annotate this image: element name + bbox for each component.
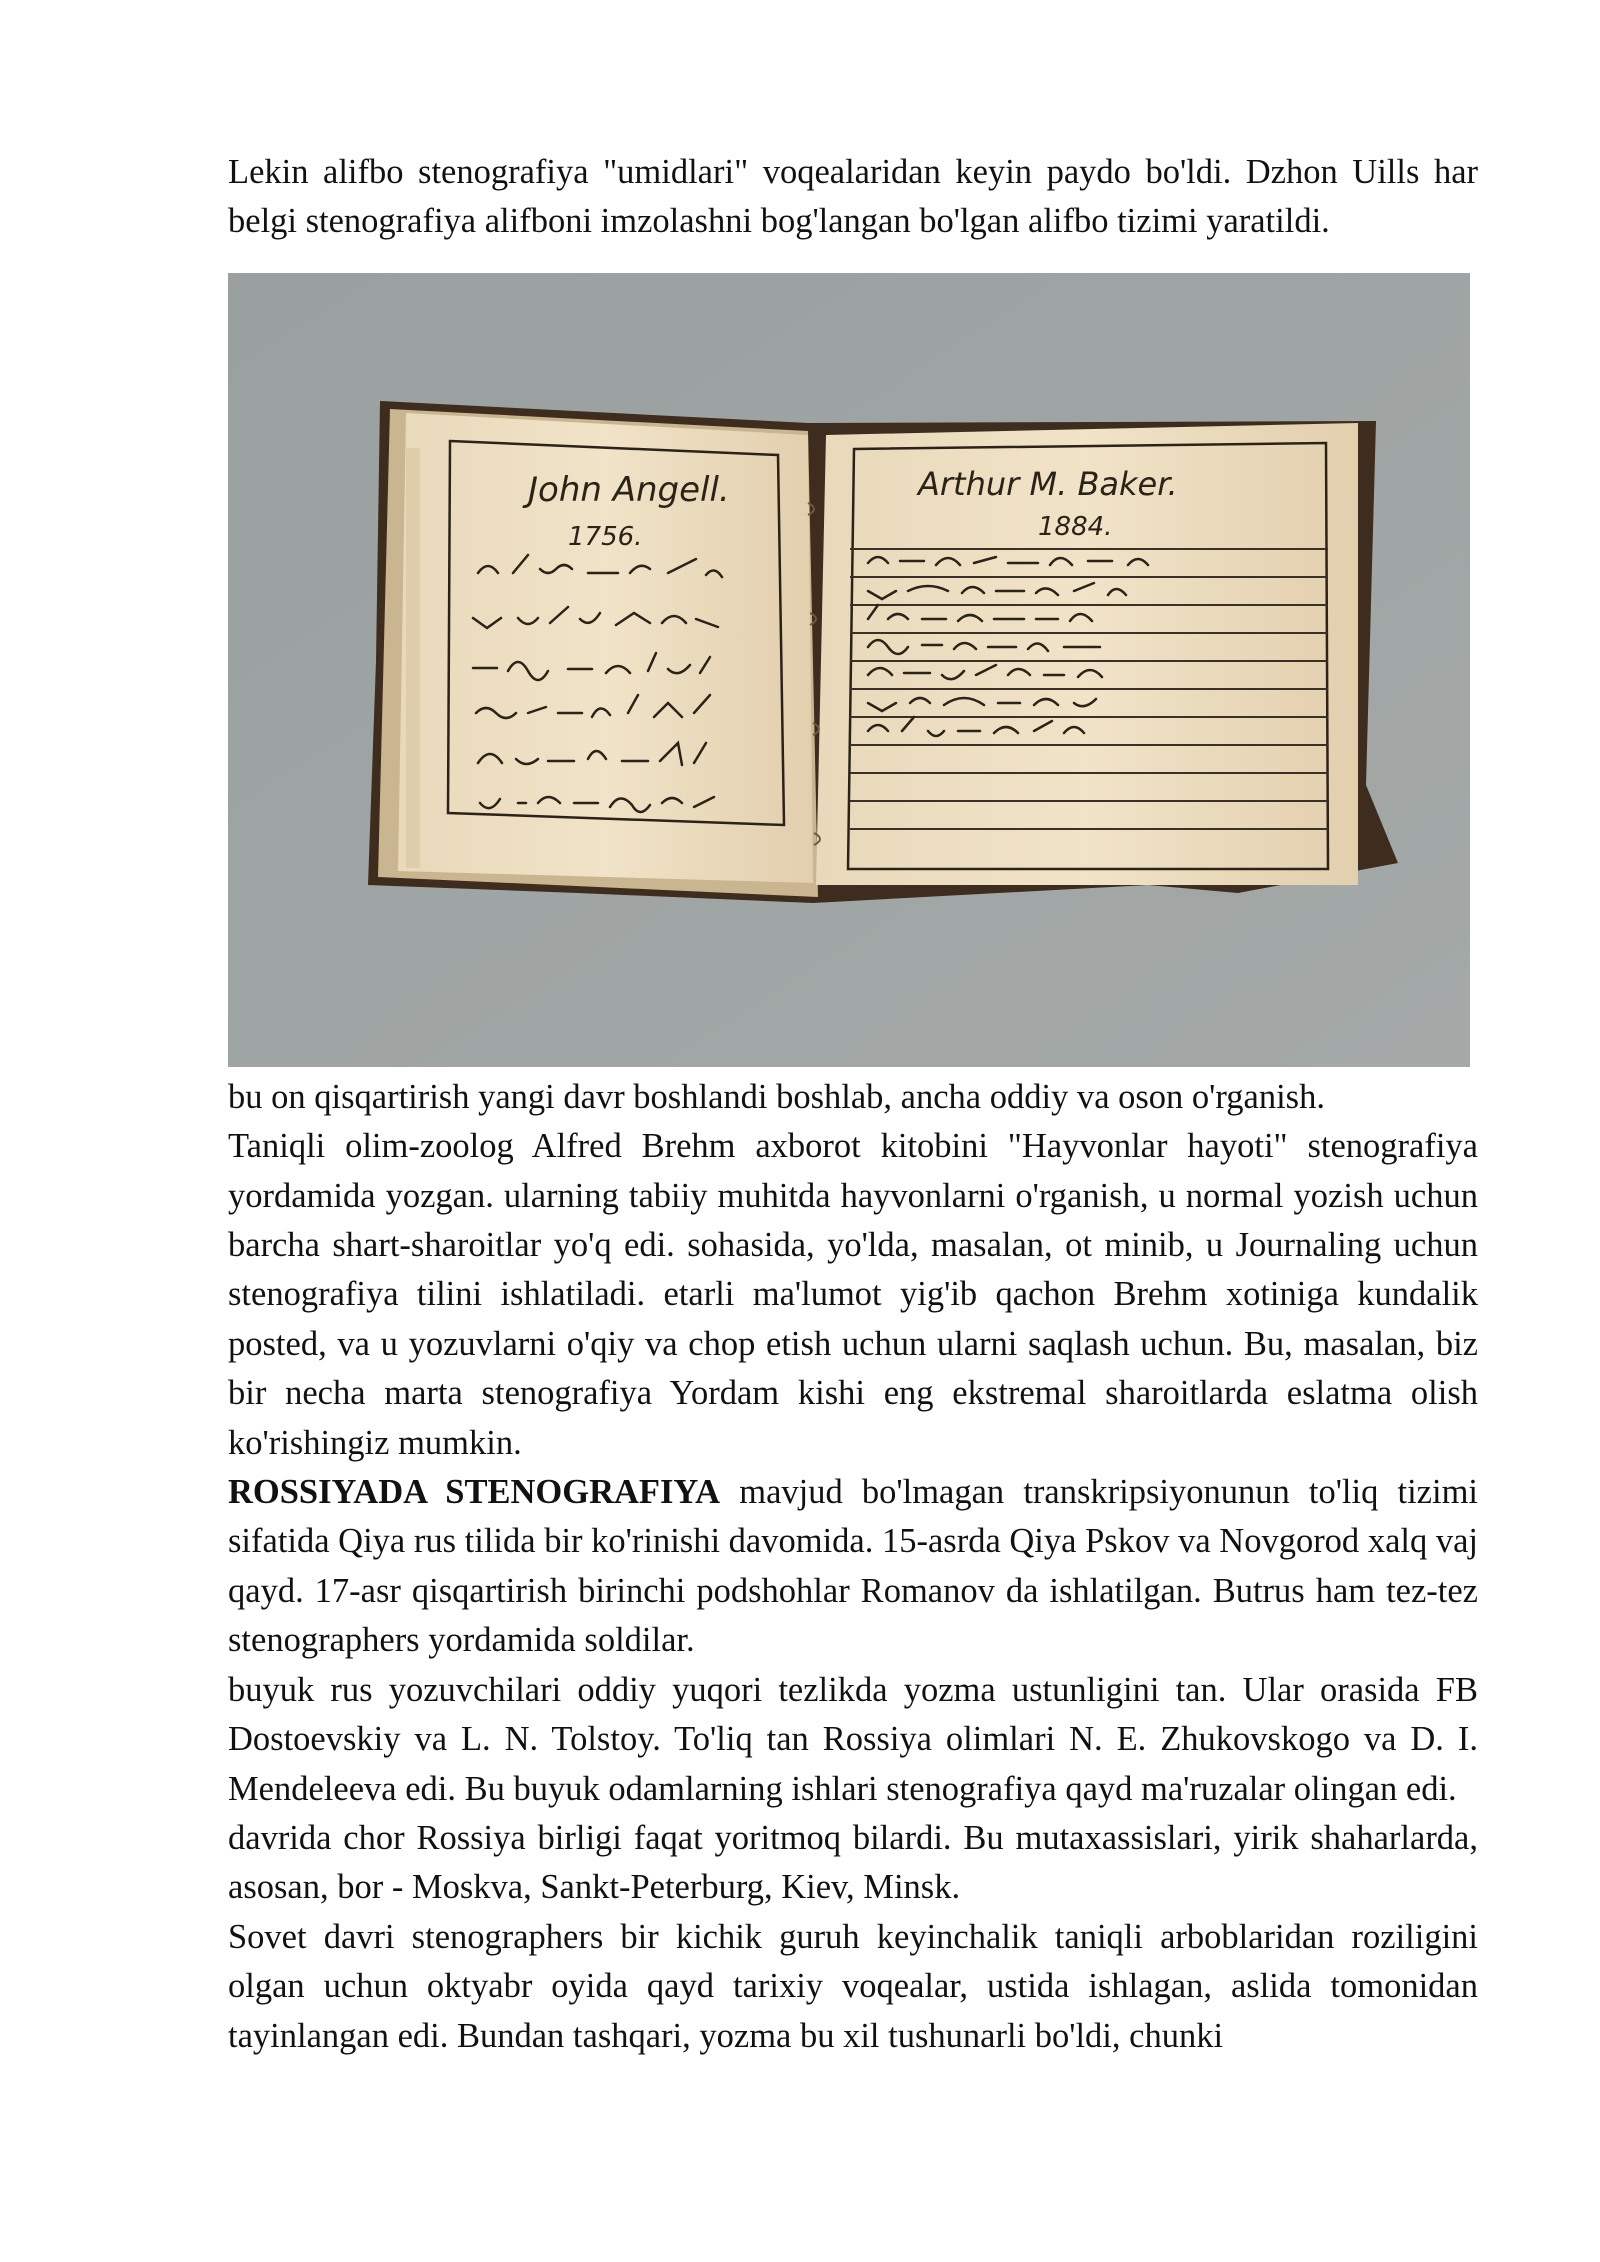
document-page [228,148,1478,2061]
right-page-name: Arthur M. Baker. [918,464,1178,503]
paragraph-russia-text: mavjud bo'lmagan transkripsiyonunun to'liq tizimi sifatida Qiya rus tilida bir ko'rinishi davomida. 15-asrda Qiya Pskov va Novgorod xalq vaj qayd. 17-asr qisqartirish birinchi podshohlar Romanov da ishlatilgan. Butrus ham tez-tez stenographers yordamida soldilar. [228,1473,1479,1660]
left-page-name: John Angell. [528,469,730,510]
left-page-year: 1756. [568,521,643,552]
paragraph-brehm: Taniqli olim-zoolog Alfred Brehm axborot kitobini "Hayvonlar hayoti" stenografiya yordamida yozgan. ularning tabiiy muhitda hayvonlarni o'rganish, u normal yozish uchun barcha shart-sharoitlar yo'q edi. sohasida, yo'lda, masalan, ot minib, u Journaling uchun stenografiya tilini ishlatiladi. etarli ma'lumot yig'ib qachon Brehm xotiniga kundalik posted, va u yozuvlarni o'qiy va chop etish uchun ularni saqlash uchun. Bu, masalan, biz bir necha marta stenografiya Yordam kishi eng ekstremal sharoitlarda eslatma olish ko'rishingiz mumkin. [228,1127,1478,1462]
svg-text:John Angell. [522,470,730,510]
section-heading-russia: ROSSIYADA STENOGRAFIYA [228,1473,721,1512]
paragraph-soviet: Sovet davri stenographers bir kichik guruh keyinchalik taniqli arboblaridan roziligini olgan uchun oktyabr oyida qayd tarixiy voqealar, ustida ishlagan, aslida tomonidan tayinlangan edi. Bundan tashqari, yozma bu xil tushunarli bo'ldi, chunki [228,1917,1478,2055]
svg-text:1884. [1038,512,1112,542]
paragraph-new-era: bu on qisqartirish yangi davr boshlandi boshlab, ancha oddiy va oson o'rganish. [228,1077,1325,1116]
paragraph-writers: buyuk rus yozuvchilari oddiy yuqori tezlikda yozma ustunligini tan. Ular orasida FB Dostoevskiy va L. N. Tolstoy. To'liq tan Rossiya olimlari N. E. Zhukovskogo va D. I. Mendeleeva edi. Bu buyuk odamlarning ishlari stenografiya qayd ma'ruzalar olingan edi. [228,1670,1478,1808]
svg-text:1756. [568,522,642,552]
paragraph-russia [228,1468,1478,1666]
shorthand-book-photo [228,273,1470,1067]
svg-text:Arthur M. Baker. [916,465,1178,503]
paragraph-intro: Lekin alifbo stenografiya "umidlari" voqealaridan keyin paydo bo'ldi. Dzhon Uills har belgi stenografiya alifboni imzolashni bog'langan bo'lgan alifbo tizimi yaratildi. [228,153,1478,241]
right-page-year: 1884. [1038,511,1113,542]
paragraph-tsarist: davrida chor Rossiya birligi faqat yoritmoq bilardi. Bu mutaxassislari, yirik shaharlarda, asosan, bor - Moskva, Sankt-Peterburg, Kiev, Minsk. [228,1818,1478,1907]
